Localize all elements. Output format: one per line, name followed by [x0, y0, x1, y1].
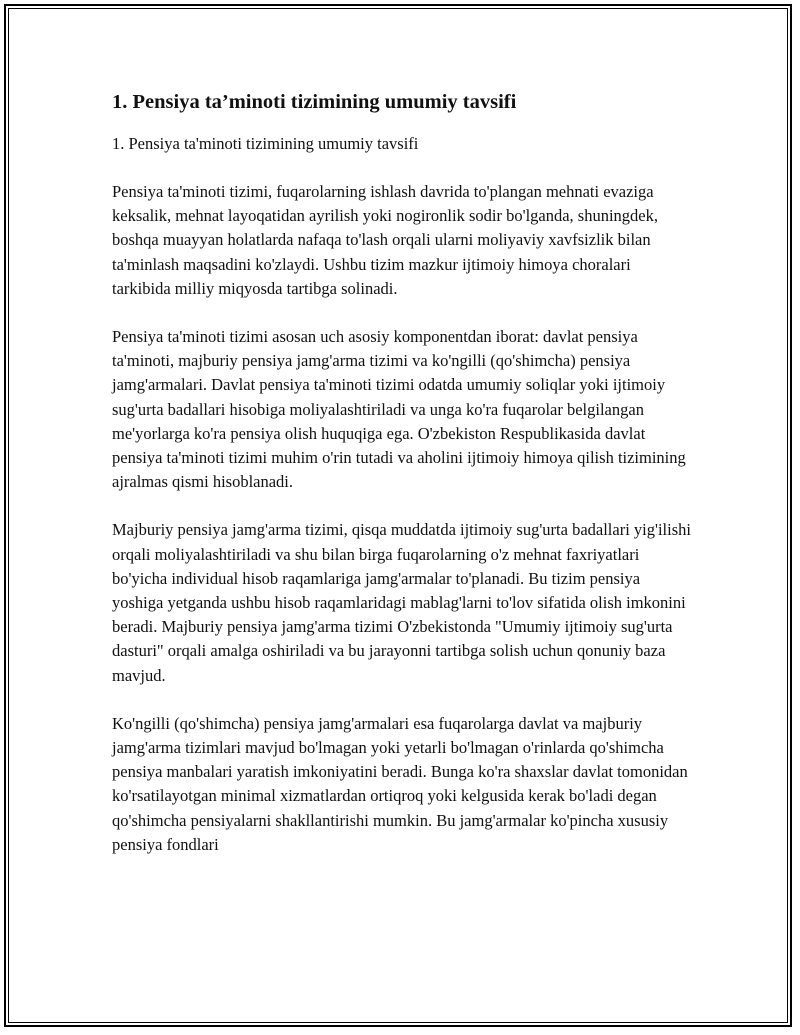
paragraph-3: Majburiy pensiya jamg'arma tizimi, qisqa muddatda ijtimoiy sug'urta badallari yig'ilishi orqali moliyalashtiriladi va shu bilan birga fuqarolarning o'z mehnat faxriyatlari bo'yicha individual hisob raqamlariga jamg'armalar to'planadi. Bu tizim pensiya yoshiga yetganda ushbu hisob raqamlaridagi mablag'larni to'lov sifatida olish imkonini beradi. Majburiy pensiya jamg'arma tizimi O'zbekistonda "Umumiy ijtimoiy sug'urta dasturi" orqali amalga oshiriladi va bu jarayonni tartibga solish uchun qonuniy baza mavjud.	[112, 520, 691, 685]
section-subheading: 1. Pensiya ta'minoti tizimining umumiy tavsifi	[112, 134, 419, 153]
paragraph-4: Ko'ngilli (qo'shimcha) pensiya jamg'armalari esa fuqarolarga davlat va majburiy jamg'arma tizimlari mavjud bo'lmagan yoki yetarli bo'lmagan o'rinlarda qo'shimcha pensiya manbalari yaratish imkoniyatini beradi. Bunga ko'ra shaxslar davlat tomonidan ko'rsatilayotgan minimal xizmatlardan ortiqroq yoki kelgusida kerak bo'ladi degan qo'shimcha pensiyalarni shakllantirishi mumkin. Bu jamg'armalar ko'pincha xususiy pensiya fondlari	[112, 713, 688, 854]
document-body	[112, 88, 692, 881]
paragraph-1: Pensiya ta'minoti tizimi, fuqarolarning ishlash davrida to'plangan mehnati evaziga keksalik, mehnat layoqatidan ayrilish yoki nogironlik sodir bo'lganda, shuningdek, boshqa muayyan holatlarda nafaqa to'lash orqali ularni moliyaviy xavfsizlik bilan ta'minlash maqsadini ko'zlaydi. Ushbu tizim mazkur ijtimoiy himoya choralari tarkibida milliy miqyosda tartibga solinadi.	[112, 182, 659, 298]
paragraph-2: Pensiya ta'minoti tizimi asosan uch asosiy komponentdan iborat: davlat pensiya ta'minoti, majburiy pensiya jamg'arma tizimi va ko'ngilli (qo'shimcha) pensiya jamg'armalari. Davlat pensiya ta'minoti tizimi odatda umumiy soliqlar yoki ijtimoiy sug'urta badallari hisobiga moliyalashtiriladi va unga ko'ra fuqarolar belgilangan me'yorlarga ko'ra pensiya olish huquqiga ega. O'zbekiston Respublikasida davlat pensiya ta'minoti tizimi muhim o'rin tutadi va aholini ijtimoiy himoya qilish tizimining ajralmas qismi hisoblanadi.	[112, 327, 686, 492]
document-title: 1. Pensiya ta’minoti tizimining umumiy tavsifi	[112, 91, 517, 113]
